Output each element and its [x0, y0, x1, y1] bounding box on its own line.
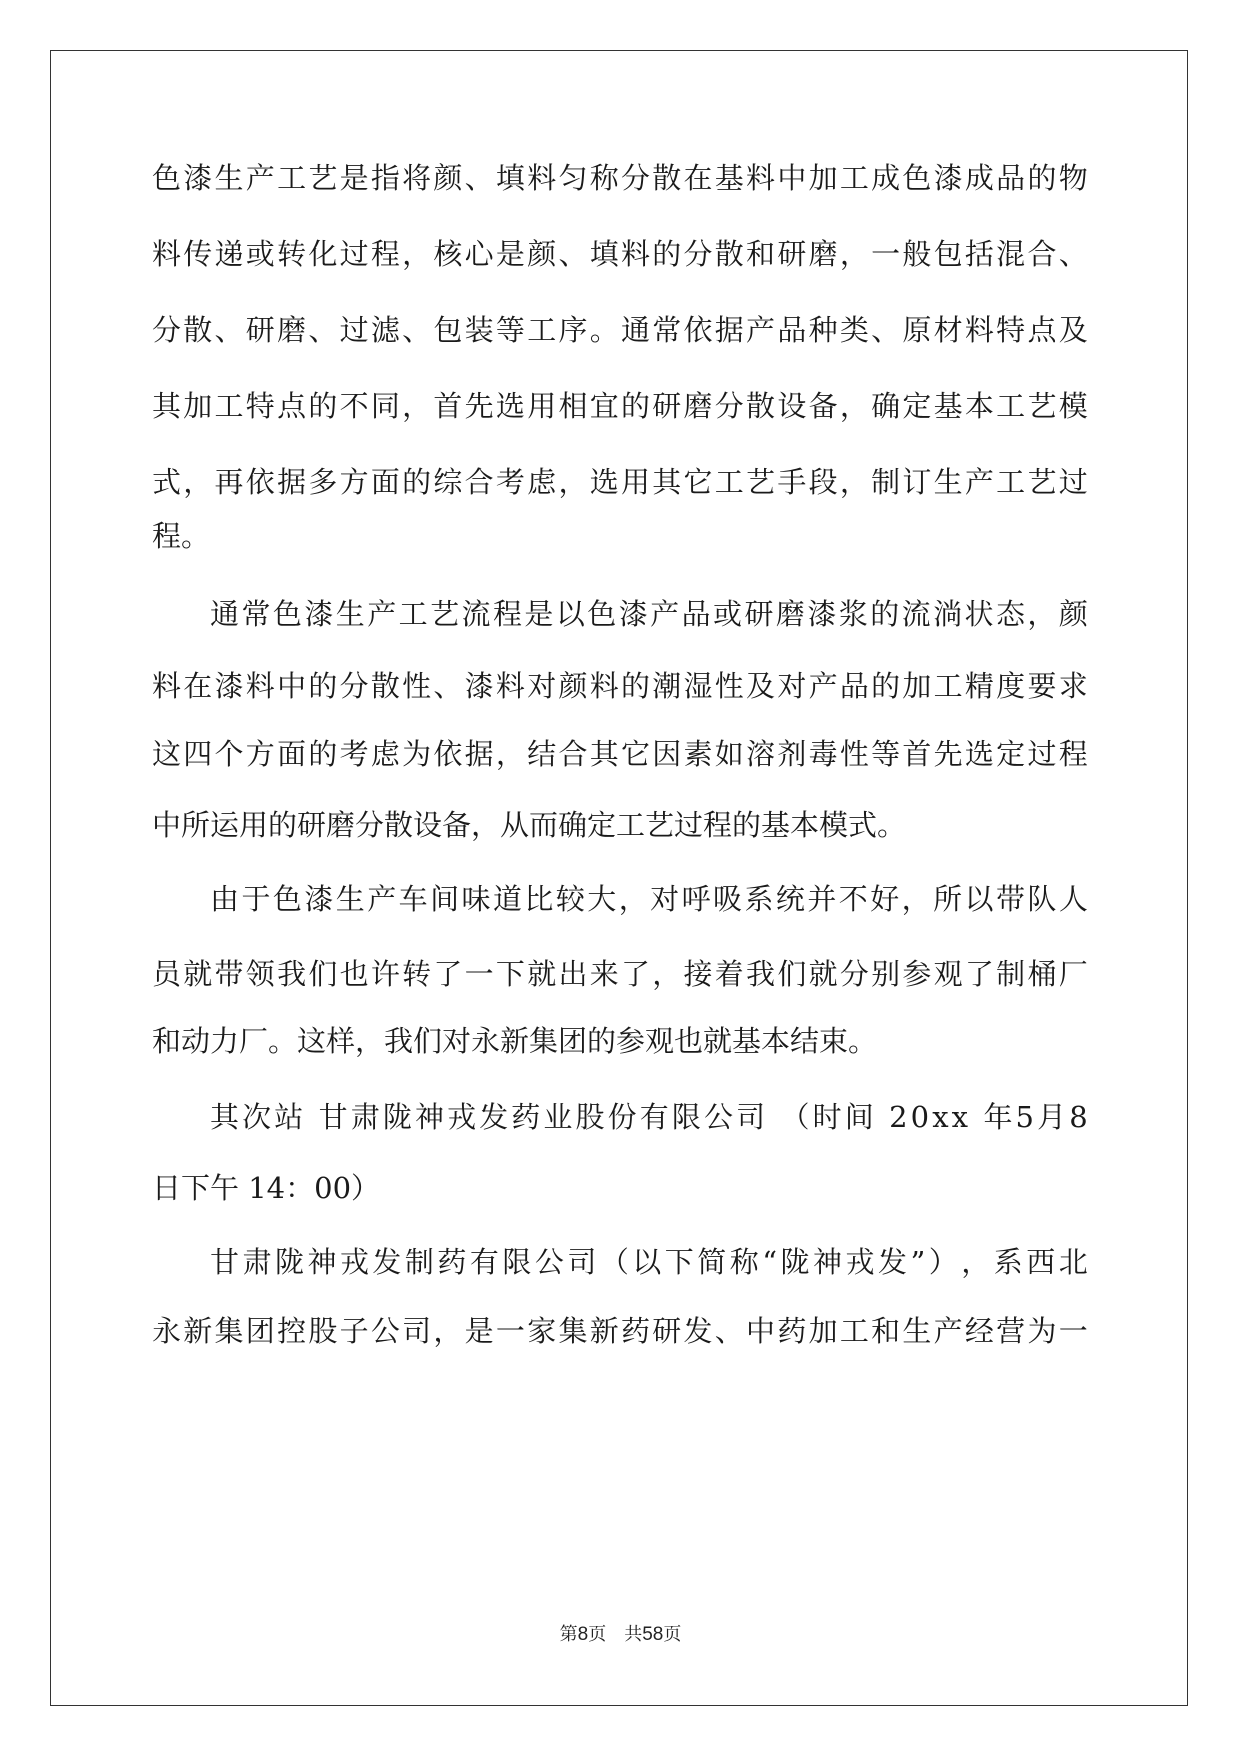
paragraph-1-line-3: 分 散 、 研 磨 、 过 滤 、 包 装 等 工 序 。 通 常 依 据 产 品 种 类 、 原 材 料 特 点 及	[152, 313, 1088, 347]
footer-total-prefix: 共	[624, 1624, 643, 1644]
paragraph-2-line-2: 料 在 漆 料 中 的 分 散 性 、 漆 料 对 颜 料 的 潮 湿 性 及 对 产 品 的 加 工 精 度 要 求	[152, 669, 1088, 703]
paragraph-3-line-1: 由 于 色 漆 生 产 车 间 味 道 比 较 大 ， 对 呼 吸 系 统 并 不 好 ， 所 以 带 队 人	[210, 882, 1088, 916]
paragraph-4-line-2: 日下午 14：00）	[152, 1171, 381, 1205]
page-border	[50, 50, 1188, 1706]
paragraph-1-line-1: 色 漆 生 产 工 艺 是 指 将 颜 、 填 料 匀 称 分 散 在 基 料 中 加 工 成 色 漆 成 品 的 物	[152, 161, 1088, 195]
paragraph-5-line-2: 永 新 集 团 控 股 子 公 司 ， 是 一 家 集 新 药 研 发 、 中 药 加 工 和 生 产 经 营 为 一	[152, 1314, 1088, 1348]
paragraph-1-line-2: 料 传 递 或 转 化 过 程 ， 核 心 是 颜 、 填 料 的 分 散 和 研 磨 ， 一 般 包 括 混 合 、	[152, 237, 1088, 271]
page-footer	[0, 1620, 1241, 1646]
paragraph-1-line-5: 式 ， 再 依 据 多 方 面 的 综 合 考 虑 ， 选 用 其 它 工 艺 手 段 ， 制 订 生 产 工 艺 过	[152, 465, 1088, 499]
paragraph-3-line-2: 员 就 带 领 我 们 也 许 转 了 一 下 就 出 来 了 ， 接 着 我 们 就 分 别 参 观 了 制 桶 厂	[152, 957, 1088, 991]
paragraph-2-line-4: 中所运用的研磨分散设备，从而确定工艺过程的基本模式。	[152, 808, 907, 842]
footer-page-prefix: 第	[559, 1624, 578, 1644]
footer-total-unit: 页	[663, 1624, 682, 1644]
footer-page-unit: 页	[588, 1624, 607, 1644]
paragraph-2-line-3: 这 四 个 方 面 的 考 虑 为 依 据 ， 结 合 其 它 因 素 如 溶 剂 毒 性 等 首 先 选 定 过 程	[152, 737, 1088, 771]
paragraph-5-line-1: 甘 肃 陇 神 戎 发 制 药 有 限 公 司 （ 以 下 简 称 “ 陇 神 戎 发 ” ） ， 系 西 北	[210, 1245, 1088, 1279]
paragraph-3-line-3: 和动力厂。这样，我们对永新集团的参观也就基本结束。	[152, 1024, 878, 1058]
paragraph-4-line-1: 其 次 站 甘 肃 陇 神 戎 发 药 业 股 份 有 限 公 司 （ 时 间 2 0 x x 年 5 月 8	[210, 1100, 1088, 1134]
paragraph-2-line-1: 通 常 色 漆 生 产 工 艺 流 程 是 以 色 漆 产 品 或 研 磨 漆 浆 的 流 淌 状 态 ， 颜	[210, 597, 1088, 631]
paragraph-1-line-6: 程。	[152, 519, 211, 553]
footer-page-number: 8	[577, 1624, 589, 1645]
paragraph-1-line-4: 其 加 工 特 点 的 不 同 ， 首 先 选 用 相 宜 的 研 磨 分 散 设 备 ， 确 定 基 本 工 艺 模	[152, 389, 1088, 423]
footer-total-pages: 58	[642, 1624, 664, 1645]
